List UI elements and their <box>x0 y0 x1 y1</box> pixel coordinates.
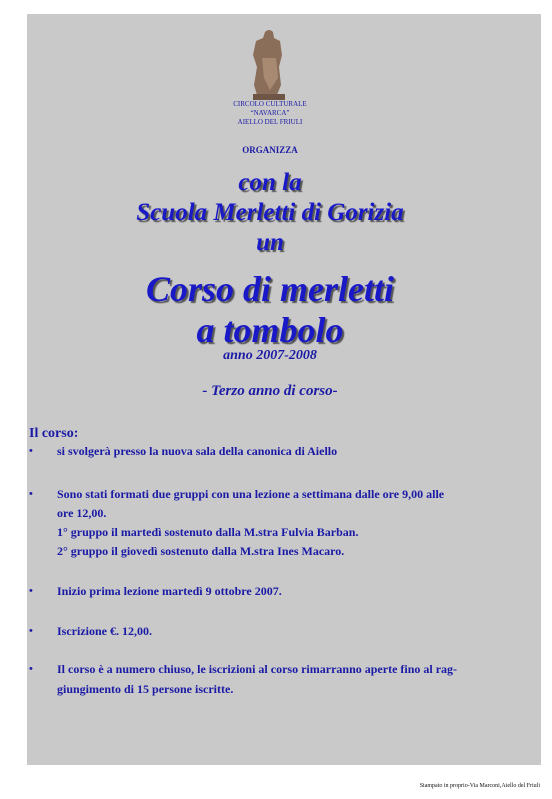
footer-stamp: Stampato in proprio-Via Marconi,Aiello del Friuli <box>419 783 540 789</box>
bullet-icon: • <box>29 663 33 675</box>
club-line-3: AIELLO DEL FRIULI <box>237 118 303 126</box>
title-line-2: Scuola Merletti di Gorizia <box>136 199 404 226</box>
club-line-2: “NAVARCA” <box>250 109 290 117</box>
course-item-3-line-1: Inizio prima lezione martedì 9 ottobre 2007. <box>57 584 282 598</box>
club-line-1: CIRCOLO CULTURALE <box>233 100 307 108</box>
bullet-icon: • <box>29 488 33 500</box>
course-item-4-line-1: Iscrizione €. 12,00. <box>57 624 152 638</box>
bullet-icon: • <box>29 585 33 597</box>
course-item-1-line-1: si svolgerà presso la nuova sala della canonica di Aiello <box>57 444 338 458</box>
title-line-1: con la <box>238 169 302 196</box>
main-title-2: a tombolo <box>196 310 344 350</box>
year-subtitle: anno 2007-2008 <box>223 348 317 363</box>
main-title-1: Corso di merletti <box>145 269 394 309</box>
course-heading: Il corso: <box>29 426 79 441</box>
bullet-icon: • <box>29 445 33 457</box>
course-item-2-line-4: 2° gruppo il giovedì sostenuto dalla M.stra Ines Macaro. <box>57 544 345 558</box>
bullet-icon: • <box>29 625 33 637</box>
course-item-5-line-1: Il corso è a numero chiuso, le iscrizioni al corso rimarranno aperte fino al rag- <box>57 662 458 676</box>
club-name <box>200 100 340 127</box>
course-item-2-line-2: ore 12,00. <box>57 506 107 520</box>
course-item-5-line-2: giungimento di 15 persone iscritte. <box>57 682 234 696</box>
course-item-2-line-3: 1° gruppo il martedì sostenuto dalla M.stra Fulvia Barban. <box>57 525 359 539</box>
third-year-subtitle: - Terzo anno di corso- <box>202 383 338 399</box>
statue-logo-icon <box>243 28 295 102</box>
title-line-3: un <box>256 229 284 256</box>
organizza-label: ORGANIZZA <box>242 145 298 155</box>
course-item-2-line-1: Sono stati formati due gruppi con una lezione a settimana dalle ore 9,00 alle <box>57 487 445 501</box>
